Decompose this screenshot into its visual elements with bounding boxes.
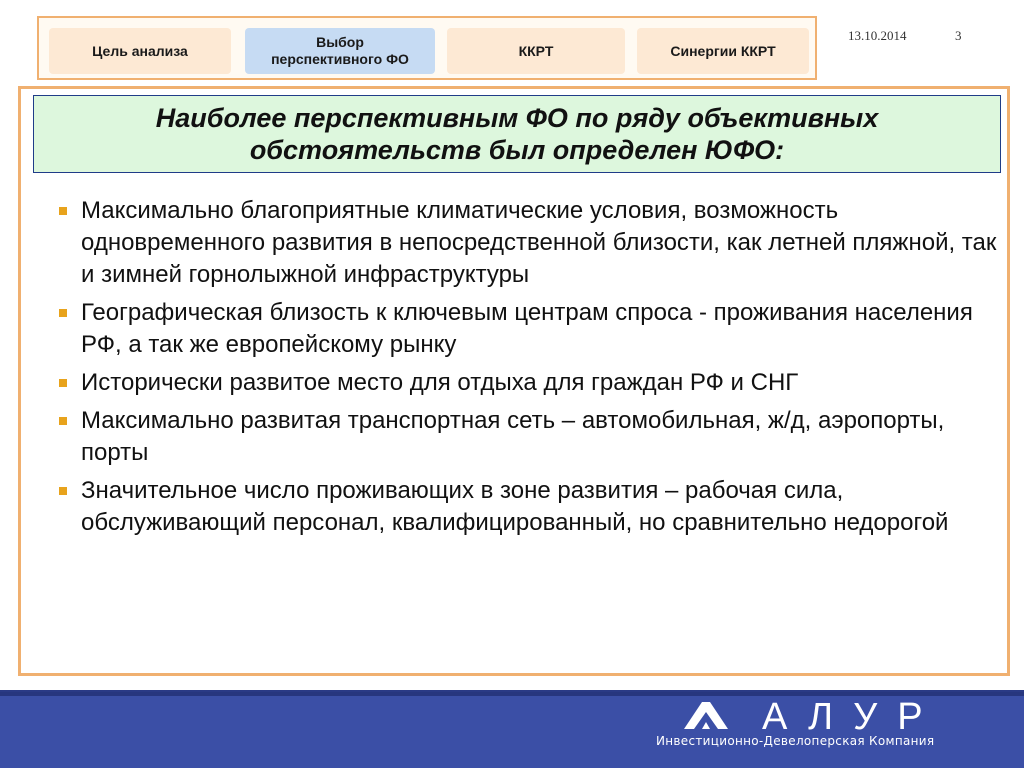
slide-number: 3 bbox=[955, 28, 962, 43]
square-bullet-icon bbox=[59, 309, 67, 317]
square-bullet-icon bbox=[59, 487, 67, 495]
slide-headline: Наиболее перспективным ФО по ряду объективных обстоятельств был определен ЮФО: bbox=[155, 103, 879, 165]
list-item bbox=[57, 367, 997, 399]
logo-text: АЛУР bbox=[762, 696, 943, 738]
company-name: Инвестиционно-Девелоперская Компания bbox=[656, 734, 935, 748]
tab-kkrt-synergies[interactable] bbox=[637, 28, 809, 74]
tab-label: ККРТ bbox=[518, 42, 554, 59]
headline-box bbox=[33, 95, 1001, 173]
list-item-text: Географическая близость к ключевым центрам спроса - проживания населения РФ, а так же европейскому рынку bbox=[81, 299, 973, 358]
content-panel bbox=[18, 86, 1010, 676]
tab-select-district[interactable] bbox=[245, 28, 435, 74]
square-bullet-icon bbox=[59, 417, 67, 425]
square-bullet-icon bbox=[59, 207, 67, 215]
bullet-list bbox=[57, 195, 997, 545]
tab-label: Выбор перспективного ФО bbox=[271, 34, 409, 67]
list-item-text: Максимально благоприятные климатические условия, возможность одновременного развития в непосредственной близости, как летней пляжной, так и зимней горнолыжной инфраструктуры bbox=[81, 197, 997, 288]
tab-analysis-goal[interactable] bbox=[49, 28, 231, 74]
tab-label: Цель анализа bbox=[92, 42, 188, 59]
tab-label: Синергии ККРТ bbox=[670, 42, 776, 59]
list-item bbox=[57, 195, 997, 291]
tab-kkrt[interactable] bbox=[447, 28, 625, 74]
navigation-bar bbox=[37, 16, 817, 80]
list-item-text: Исторически развитое место для отдыха для граждан РФ и СНГ bbox=[81, 369, 799, 396]
slide-date: 13.10.2014 bbox=[848, 28, 907, 43]
list-item-text: Максимально развитая транспортная сеть – автомобильная, ж/д, аэропорты, порты bbox=[81, 407, 945, 466]
list-item bbox=[57, 405, 997, 469]
square-bullet-icon bbox=[59, 379, 67, 387]
alur-logo-icon bbox=[684, 700, 730, 730]
list-item bbox=[57, 475, 997, 539]
footer-bar bbox=[0, 690, 1024, 768]
list-item bbox=[57, 297, 997, 361]
list-item-text: Значительное число проживающих в зоне развития – рабочая сила, обслуживающий персонал, квалифицированный, но сравнительно недорогой bbox=[81, 477, 949, 536]
